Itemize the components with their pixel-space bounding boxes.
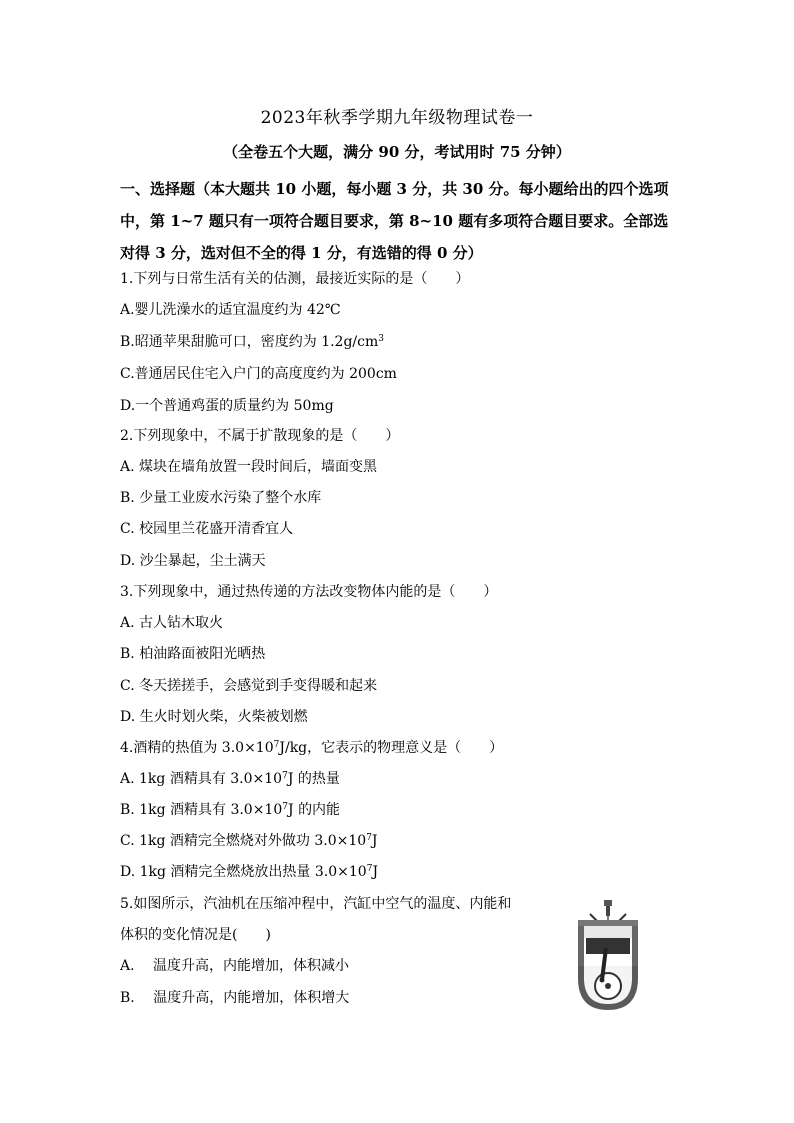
question-5-option-b: B. 温度升高，内能增加，体积增大 <box>120 990 350 1006</box>
piston <box>586 938 630 954</box>
question-5-option-a: A. 温度升高，内能增加，体积减小 <box>120 958 350 974</box>
question-3-option-a: A. 古人钻木取火 <box>120 615 224 631</box>
cylinder-wall-right <box>632 926 638 966</box>
question-5-stem-line-2: 体积的变化情况是( ) <box>120 927 271 943</box>
combustion-chamber <box>584 926 632 938</box>
question-4-option-c: C. 1kg 酒精完全燃烧对外做功 $3.0\times 10^7J$ <box>120 833 378 849</box>
section-heading: 一、选择题（本大题共 10 小题，每小题 3 分，共 30 分。每小题给出的四个选项中，第 1~7 题只有一项符合题目要求，第 8~10 题有多项符合题目要求。全部选对得 3 分，选对但不全的得 1 分，有选错的得 0 分） <box>120 180 669 262</box>
question-2-stem: 2.下列现象中，不属于扩散现象的是（ ） <box>120 428 400 444</box>
question-5-stem-line-1: 5.如图所示，汽油机在压缩冲程中，汽缸中空气的温度、内能和 <box>120 896 512 912</box>
question-1-stem: 1.下列与日常生活有关的估测，最接近实际的是（ ） <box>120 271 470 287</box>
exam-subtitle: （全卷五个大题，满分 90 分，考试用时 75 分钟） <box>223 143 571 161</box>
question-2-option-b: B. 少量工业废水污染了整个水库 <box>120 490 322 506</box>
question-4-option-a: A. 1kg 酒精具有 $3.0\times 10^7J$ 的热量 <box>120 771 340 787</box>
question-2-option-c: C. 校园里兰花盛开清香宜人 <box>120 521 294 537</box>
question-1-option-b: B.昭通苹果甜脆可口，密度约为 $1.2g/cm^3$ <box>120 334 384 350</box>
question-4-option-b: B. 1kg 酒精具有 $3.0\times 10^7J$ 的内能 <box>120 802 341 818</box>
question-3-option-b: B. 柏油路面被阳光晒热 <box>120 646 266 662</box>
question-2-option-d: D. 沙尘暴起，尘土满天 <box>120 553 266 569</box>
question-3-option-c: C. 冬天搓搓手，会感觉到手变得暖和起来 <box>120 678 378 694</box>
crank-pin <box>600 978 605 983</box>
spark-plug-cap <box>604 900 612 906</box>
question-4-option-d: D. 1kg 酒精完全燃烧放出热量 $3.0\times 10^7J$ <box>120 864 379 880</box>
question-4-stem: 4.酒精的热值为 $3.0\times 10^7J/kg$，它表示的物理意义是（ ） <box>120 740 504 756</box>
crankshaft-center <box>605 983 611 989</box>
question-1-option-c: C.普通居民住宅入户门的高度度约为 200cm <box>120 366 397 382</box>
cylinder-head <box>578 920 638 926</box>
question-3-stem: 3.下列现象中，通过热传递的方法改变物体内能的是（ ） <box>120 584 498 600</box>
question-2-option-a: A. 煤块在墙角放置一段时间后，墙面变黑 <box>120 459 378 475</box>
cylinder-wall-left <box>578 926 584 966</box>
question-3-option-d: D. 生火时划火柴，火柴被划燃 <box>120 709 308 725</box>
spark-plug-body <box>606 906 610 916</box>
question-1-option-d: D.一个普通鸡蛋的质量约为 50mg <box>120 398 334 414</box>
exam-title: 2023年秋季学期九年级物理试卷一 <box>260 108 534 128</box>
engine-cylinder-figure <box>572 898 644 1013</box>
question-1-option-a: A.婴儿洗澡水的适宜温度约为 42℃ <box>120 302 341 318</box>
